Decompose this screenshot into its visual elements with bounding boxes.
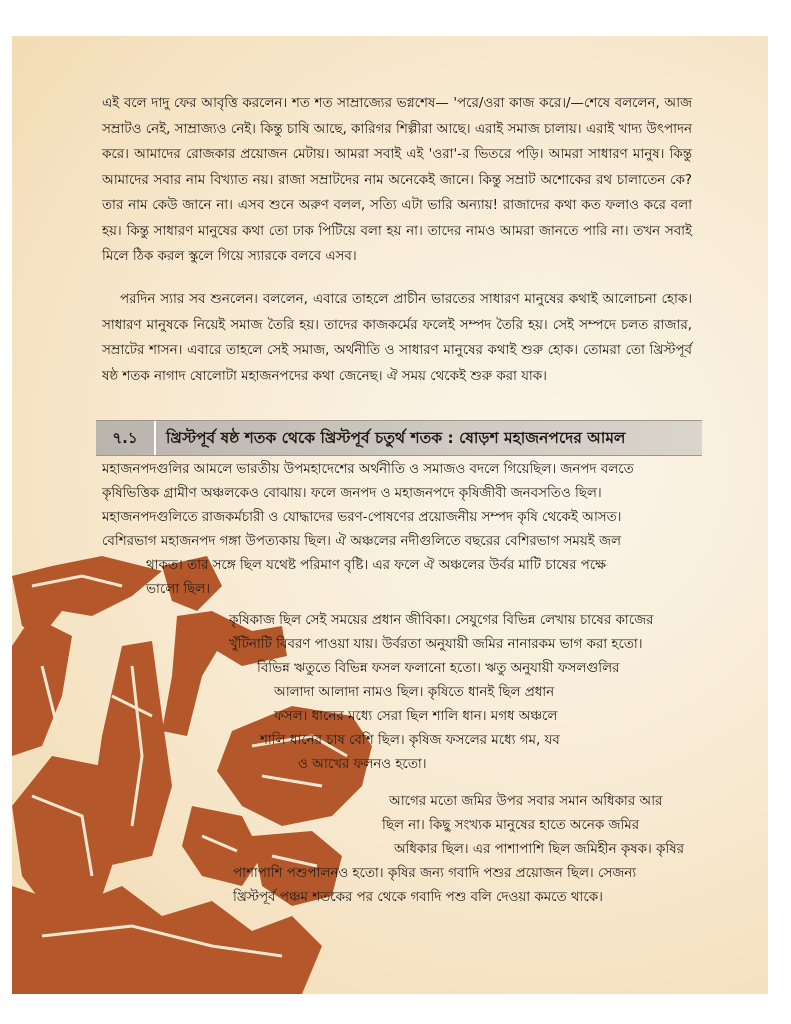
body-line: ভালো ছিল। xyxy=(146,582,211,597)
body-line: খুঁটিনাটি বিবরণ পাওয়া যায়। উর্বরতা অনুযায়ী জমির নানারকম ভাগ করা হতো। xyxy=(229,637,643,652)
body-line: শালি ধানের চাষ বেশি ছিল। কৃষিজ ফসলের মধ্যে গম, যব xyxy=(260,733,560,748)
body-line: খ্রিস্টপূর্ব পঞ্চম শতকের পর থেকে গবাদি পশু বলি দেওয়া কমতে থাকে। xyxy=(233,890,603,905)
body-line: কৃষিভিত্তিক গ্রামীণ অঞ্চলকেও বোঝায়। ফলে জনপদ ও মহাজনপদে কৃষিজীবী জনবসতিও ছিল। xyxy=(102,486,602,501)
body-line: কৃষিকাজ ছিল সেই সময়ের প্রধান জীবিকা। সেযুগের বিভিন্ন লেখায় চাষের কাজের xyxy=(229,613,654,628)
intro-paragraph: এই বলে দাদু ফের আবৃত্তি করলেন। শত শত সাম্রাজ্যের ভগ্নশেষ— 'পরে/ওরা কাজ করে।/—শেষে বললেন, আজ সম্রাটও নেই, সাম্রাজ্যও নেই। কিন্তু চাষি আছে, কারিগর শিল্পীরা আছে। এরাই সমাজ চালায়। এরাই খাদ্য উৎপাদন করে। আমাদের রোজকার প্রয়োজন মেটায়। আমরা সবাই এই 'ওরা'-র ভিতরে পড়ি। আমরা সাধারণ মানুষ। কিন্তু আমাদের সবার নাম বিখ্যাত নয়। রাজা সম্রাটদের নাম অনেকেই জানে। কিন্তু সম্রাট অশোকের রথ চালাতেন কে? তার নাম কেউ জানে না। এসব শুনে অরুণ বলল, সত্যি এটা ভারি অন্যায়! রাজাদের কথা কত ফলাও করে বলা হয়। কিন্তু সাধারণ মানুষের কথা তো ঢাক পিটিয়ে বলা হয় না। তাদের নামও আমরা জানতে পারি না। তখন সবাই মিলে ঠিক করল স্কুলে গিয়ে স্যারকে বলবে এসব। xyxy=(102,96,692,264)
body-line: মহাজনপদগুলিতে রাজকর্মচারী ও যোদ্ধাদের ভরণ-পোষণের প্রয়োজনীয় সম্পদ কৃষি থেকেই আসত। xyxy=(102,510,622,525)
section-title: খ্রিস্টপূর্ব ষষ্ঠ শতক থেকে খ্রিস্টপূর্ব চতুর্থ শতক : ষোড়শ মহাজনপদের আমল xyxy=(166,429,626,447)
body-line: থাকত। তার সঙ্গে ছিল যথেষ্ট পরিমাণ বৃষ্টি। এর ফলে ঐ অঞ্চলের উর্বর মাটি চাষের পক্ষে xyxy=(146,558,607,573)
body-line: বিভিন্ন ঋতুতে বিভিন্ন ফসল ফলানো হতো। ঋতু অনুযায়ী ফসলগুলির xyxy=(257,661,620,676)
section-number: ৭.১ xyxy=(96,421,156,455)
body-line: পাশাপাশি পশুপালনও হতো। কৃষির জন্য গবাদি পশুর প্রয়োজন ছিল। সেজন্য xyxy=(233,866,637,881)
body-line: আগের মতো জমির উপর সবার সমান অধিকার আর xyxy=(389,794,663,809)
body-line: আলাদা আলাদা নামও ছিল। কৃষিতে ধানই ছিল প্রধান xyxy=(274,685,555,700)
textbook-page xyxy=(12,36,768,994)
second-paragraph: পরদিন স্যার সব শুনলেন। বললেন, এবারে তাহলে প্রাচীন ভারতের সাধারণ মানুষের কথাই আলোচনা হোক। সাধারণ মানুষকে নিয়েই সমাজ তৈরি হয়। তাদের কাজকর্মের ফলেই সম্পদ তৈরি হয়। সেই সম্পদে চলত রাজার, সম্রাটের শাসন। এবারে তাহলে সেই সমাজ, অর্থনীতি ও সাধারণ মানুষের কথাই শুরু হোক। তোমরা তো খ্রিস্টপূর্ব ষষ্ঠ শতক নাগাদ ষোলোটা মহাজনপদের কথা জেনেছ। ঐ সময় থেকেই শুরু করা যাক। xyxy=(102,292,692,384)
body-line: ফসল। ধানের মধ্যে সেরা ছিল শালি ধান। মগধ অঞ্চলে xyxy=(274,709,558,724)
body-line: অধিকার ছিল। এর পাশাপাশি ছিল জমিহীন কৃষক। কৃষির xyxy=(394,842,685,857)
section-heading-bar xyxy=(96,420,702,456)
body-line: ছিল না। কিছু সংখ্যক মানুষের হাতে অনেক জমির xyxy=(382,818,640,833)
body-line: ও আখের ফলনও হতো। xyxy=(298,757,427,772)
body-line: মহাজনপদগুলির আমলে ভারতীয় উপমহাদেশের অর্থনীতি ও সমাজও বদলে গিয়েছিল। জনপদ বলতে xyxy=(102,462,634,477)
body-line: বেশিরভাগ মহাজনপদ গঙ্গা উপত্যকায় ছিল। ঐ অঞ্চলের নদীগুলিতে বছরের বেশিরভাগ সময়ই জল xyxy=(102,534,621,549)
